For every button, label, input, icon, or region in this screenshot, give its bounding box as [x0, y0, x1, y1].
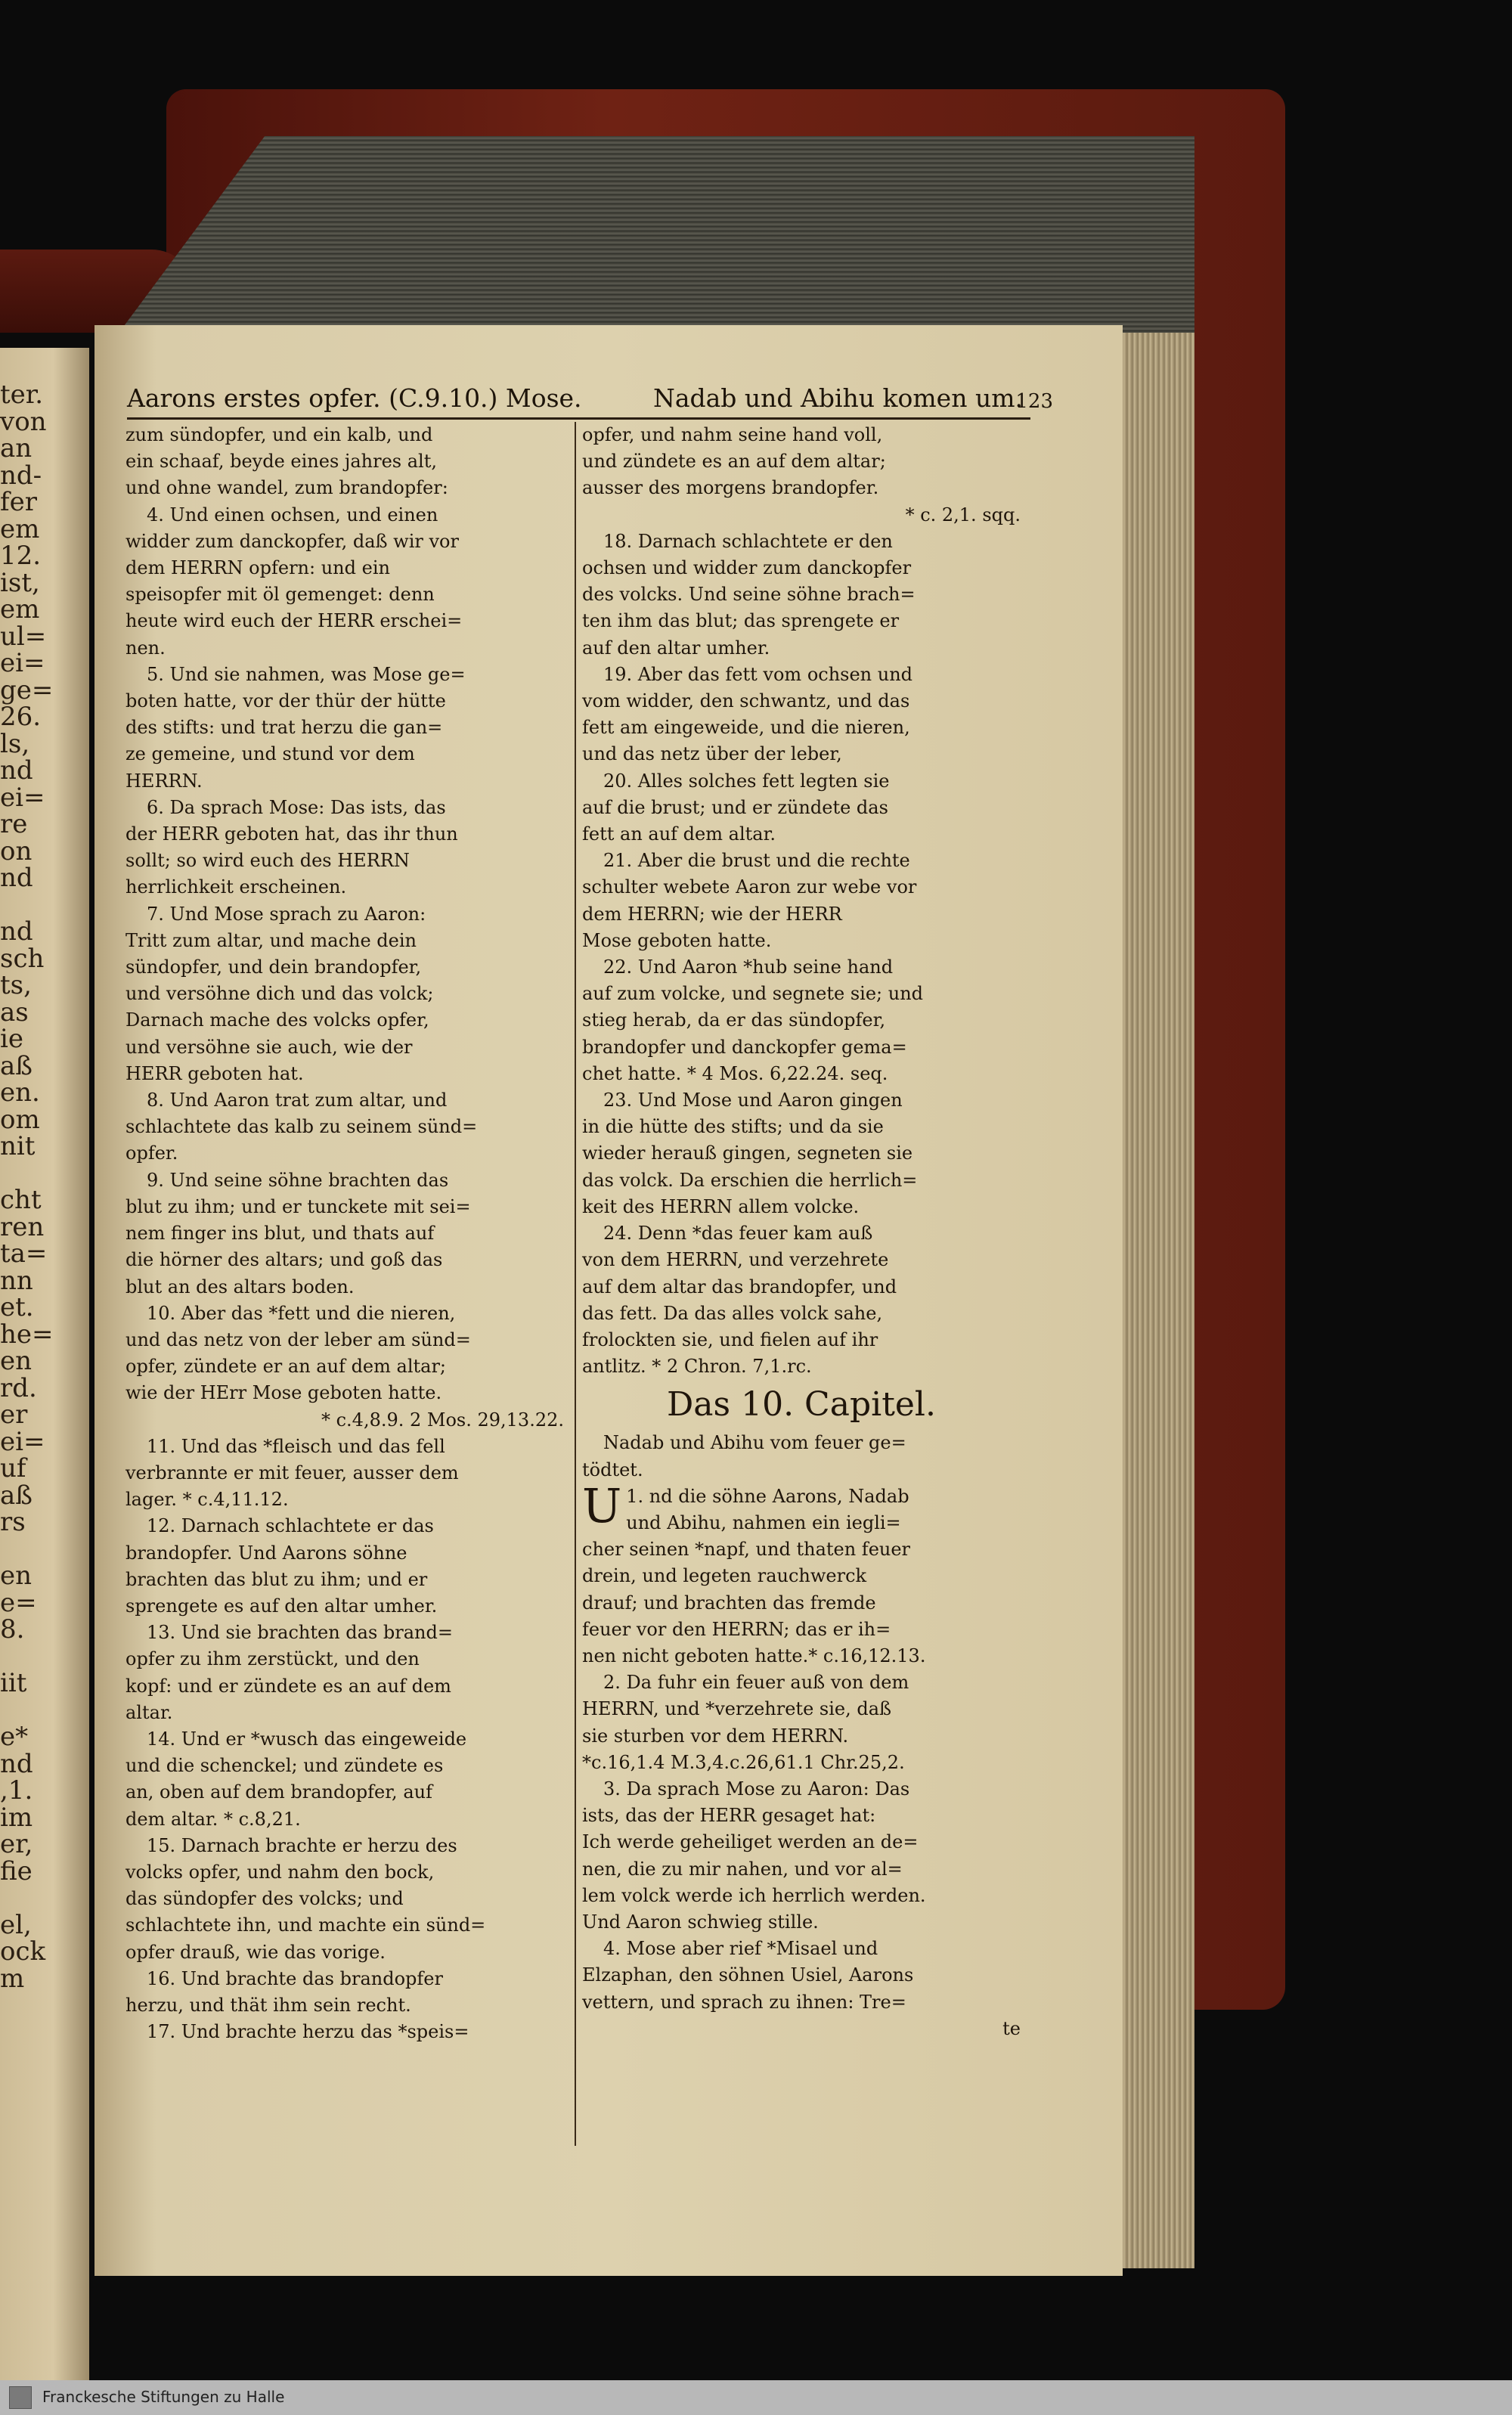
header-right: Nadab und Abihu komen um.	[652, 383, 1023, 413]
text-line: 6. Da sprach Mose: Das ists, das	[147, 796, 446, 818]
text-line: brandopfer. Und Aarons söhne	[125, 1542, 407, 1564]
prev-line-fragment	[0, 1697, 89, 1725]
prev-line-fragment: aß	[0, 1050, 33, 1081]
prev-line-fragment: el,	[0, 1909, 32, 1940]
text-line: Darnach mache des volcks opfer,	[125, 1009, 429, 1031]
prev-line-fragment: as	[0, 997, 29, 1028]
prev-line-fragment: on	[0, 835, 33, 866]
text-line: heute wird euch der HERR erschei=	[125, 610, 463, 632]
text-line: opfer, und nahm seine hand voll,	[582, 424, 883, 445]
footer-bar	[0, 2380, 1512, 2415]
prev-line-fragment: 8.	[0, 1614, 25, 1645]
text-line: stieg herab, da er das sündopfer,	[582, 1009, 886, 1031]
text-line: ein schaaf, beyde eines jahres alt,	[125, 451, 437, 473]
text-line: ausser des morgens brandopfer.	[582, 477, 879, 499]
text-line: auf den altar umher.	[582, 637, 770, 659]
text-line: sollt; so wird euch des HERRN	[125, 850, 410, 872]
prev-line-fragment: cht	[0, 1185, 42, 1215]
text-line: fett am eingeweide, und die nieren,	[582, 717, 910, 739]
text-line: Und Aaron schwieg stille.	[582, 1911, 819, 1933]
text-line: 3. Da sprach Mose zu Aaron: Das	[603, 1778, 910, 1800]
text-line: verbrannte er mit feuer, ausser dem	[125, 1462, 459, 1483]
prev-line-fragment: ta=	[0, 1239, 48, 1269]
prev-line-fragment: ul=	[0, 621, 47, 652]
text-line: 7. Und Mose sprach zu Aaron:	[147, 903, 426, 925]
prev-line-fragment: sch	[0, 943, 45, 974]
text-line: lager. * c.4,11.12.	[125, 1489, 289, 1511]
text-line: blut zu ihm; und er tunckete mit sei=	[125, 1195, 471, 1217]
text-line: auf dem altar das brandopfer, und	[582, 1276, 897, 1297]
text-line: Elzaphan, den söhnen Usiel, Aarons	[582, 1964, 914, 1986]
text-line: sie sturben vor dem HERRN.	[582, 1725, 849, 1747]
prev-line-fragment: ter.	[0, 380, 44, 410]
text-line: lem volck werde ich herrlich werden.	[582, 1884, 926, 1906]
prev-line-fragment: he=	[0, 1319, 54, 1350]
text-line: boten hatte, vor der thür der hütte	[125, 690, 446, 712]
prev-line-fragment: nd	[0, 1748, 33, 1779]
text-line: te	[1002, 2017, 1021, 2039]
text-line: speisopfer mit öl gemenget: denn	[125, 584, 435, 606]
text-line: an, oben auf dem brandopfer, auf	[125, 1781, 432, 1803]
text-line: opfer, zündete er an auf dem altar;	[125, 1356, 447, 1378]
prev-line-fragment: et.	[0, 1292, 34, 1322]
text-line: 9. Und seine söhne brachten das	[147, 1169, 449, 1191]
prev-line-fragment	[0, 1885, 89, 1912]
text-line: 5. Und sie nahmen, was Mose ge=	[147, 663, 466, 685]
prev-line-fragment: en	[0, 1561, 33, 1591]
prev-line-fragment: om	[0, 1104, 40, 1135]
text-line: schlachtete ihn, und machte ein sünd=	[125, 1914, 486, 1936]
text-line: HERRN, und *verzehrete sie, daß	[582, 1698, 892, 1720]
text-line: Tritt zum altar, und mache dein	[125, 929, 417, 951]
text-line: Mose geboten hatte.	[582, 929, 772, 951]
text-line: auf zum volcke, und segnete sie; und	[582, 983, 924, 1005]
text-line: 23. Und Mose und Aaron gingen	[603, 1090, 903, 1111]
prev-line-fragment: rs	[0, 1507, 26, 1537]
text-line: ze gemeine, und stund vor dem	[125, 743, 415, 765]
prev-line-fragment: im	[0, 1802, 33, 1833]
prev-line-fragment: nd-	[0, 460, 42, 491]
prev-line-fragment: uf	[0, 1453, 26, 1483]
prev-line-fragment: ei=	[0, 648, 45, 678]
prev-line-fragment: 26.	[0, 702, 42, 732]
text-line: antlitz. * 2 Chron. 7,1.rc.	[582, 1356, 812, 1378]
text-line: 19. Aber das fett vom ochsen und	[603, 663, 913, 685]
prev-line-fragment: fie	[0, 1855, 33, 1886]
prev-line-fragment: ie	[0, 1024, 23, 1054]
text-line: dem altar. * c.8,21.	[125, 1808, 301, 1830]
text-line: volcks opfer, und nahm den bock,	[125, 1861, 435, 1883]
prev-line-fragment: ls,	[0, 728, 30, 759]
chapter-summary	[582, 1430, 1021, 1483]
text-line: Nadab und Abihu vom feuer ge=	[603, 1432, 906, 1454]
text-line: brandopfer und danckopfer gema=	[582, 1036, 907, 1058]
text-line: opfer.	[125, 1142, 178, 1164]
text-line: drauf; und brachten das fremde	[582, 1592, 876, 1614]
prev-line-fragment: re	[0, 809, 28, 839]
text-line: *c.16,1.4 M.3,4.c.26,61.1 Chr.25,2.	[582, 1751, 905, 1773]
prev-line-fragment: en.	[0, 1077, 40, 1108]
prev-line-fragment: fer	[0, 487, 37, 517]
prev-line-fragment: nd	[0, 755, 33, 786]
text-line: 8. Und Aaron trat zum altar, und	[147, 1090, 448, 1111]
prev-line-fragment: ,1.	[0, 1775, 33, 1806]
text-line: fett an auf dem altar.	[582, 823, 776, 845]
text-line: und zündete es an auf dem altar;	[582, 451, 886, 473]
page-side-edges	[1119, 333, 1194, 2268]
text-line: HERRN.	[125, 770, 203, 792]
text-line: in die hütte des stifts; und da sie	[582, 1116, 884, 1138]
prev-line-fragment: nn	[0, 1265, 33, 1296]
text-line: HERR geboten hat.	[125, 1062, 304, 1084]
text-line: widder zum danckopfer, daß wir vor	[125, 530, 459, 552]
running-header	[127, 378, 1053, 420]
prev-line-fragment: e*	[0, 1722, 29, 1752]
text-line: 15. Darnach brachte er herzu des	[147, 1834, 457, 1856]
text-line: tödtet.	[582, 1459, 643, 1480]
verse-1-line: 1. nd die söhne Aarons, Nadab	[626, 1485, 909, 1507]
text-line: kopf: und er zündete es an auf dem	[125, 1675, 451, 1697]
text-line: 18. Darnach schlachtete er den	[603, 530, 893, 552]
text-line: und versöhne sie auch, wie der	[125, 1036, 413, 1058]
text-line: 4. Und einen ochsen, und einen	[147, 504, 438, 525]
prev-line-fragment: ist,	[0, 567, 40, 598]
left-text-column	[125, 422, 564, 2045]
prev-line-fragment: nd	[0, 863, 33, 893]
prev-line-fragment: aß	[0, 1480, 33, 1511]
text-line: blut an des altars boden.	[125, 1276, 355, 1297]
text-line: vom widder, den schwantz, und das	[582, 690, 910, 712]
text-line: * c.4,8.9. 2 Mos. 29,13.22.	[321, 1409, 564, 1431]
text-line: 20. Alles solches fett legten sie	[603, 770, 890, 792]
verse-1-opening	[582, 1477, 1021, 1536]
prev-line-fragment: von	[0, 406, 47, 437]
text-line: 17. Und brachte herzu das *speis=	[147, 2021, 469, 2043]
text-line: 2. Da fuhr ein feuer auß von dem	[603, 1672, 909, 1694]
text-line: vettern, und sprach zu ihnen: Tre=	[582, 1991, 906, 2013]
text-line: dem HERRN; wie der HERR	[582, 903, 842, 925]
previous-page-text	[0, 348, 89, 1992]
text-line: ten ihm das blut; das sprengete er	[582, 610, 900, 632]
text-line: 4. Mose aber rief *Misael und	[603, 1938, 878, 1960]
text-line: die hörner des altars; und goß das	[125, 1249, 443, 1271]
prev-line-fragment	[0, 1644, 89, 1671]
prev-line-fragment: ei=	[0, 1426, 45, 1457]
text-line: schlachtete das kalb zu seinem sünd=	[125, 1116, 478, 1138]
text-line: und die schenckel; und zündete es	[125, 1755, 444, 1777]
text-line: ochsen und widder zum danckopfer	[582, 557, 912, 579]
text-line: dem HERRN opfern: und ein	[125, 557, 390, 579]
prev-line-fragment: em	[0, 594, 40, 625]
prev-line-fragment: ock	[0, 1936, 46, 1967]
text-line: opfer zu ihm zerstückt, und den	[125, 1648, 420, 1670]
text-line: altar.	[125, 1701, 173, 1723]
text-line: zum sündopfer, und ein kalb, und	[125, 424, 433, 445]
prev-line-fragment: an	[0, 433, 33, 463]
text-line: ists, das der HERR gesaget hat:	[582, 1805, 876, 1827]
previous-page-fragment	[0, 348, 89, 2389]
text-line: auf die brust; und er zündete das	[582, 796, 888, 818]
prev-line-fragment: en	[0, 1346, 33, 1376]
prev-line-fragment: ei=	[0, 782, 45, 813]
text-line: Ich werde geheiliget werden an de=	[582, 1831, 919, 1853]
text-line: nem finger ins blut, und thats auf	[125, 1223, 435, 1245]
text-line: sprengete es auf den altar umher.	[125, 1595, 438, 1617]
header-left: Aarons erstes opfer. (C.9.10.) Mose.	[127, 383, 582, 413]
right-text-column	[582, 422, 1021, 2042]
prev-line-fragment	[0, 1161, 89, 1188]
prev-line-fragment: nit	[0, 1131, 36, 1161]
prev-line-fragment: e=	[0, 1587, 37, 1618]
text-line: das volck. Da erschien die herrlich=	[582, 1169, 918, 1191]
prev-line-fragment: ren	[0, 1211, 45, 1242]
text-line: schulter webete Aaron zur webe vor	[582, 876, 917, 898]
text-line: feuer vor den HERRN; das er ih=	[582, 1618, 891, 1640]
text-line: 22. Und Aaron *hub seine hand	[603, 956, 894, 978]
text-line: cher seinen *napf, und thaten feuer	[582, 1539, 911, 1561]
prev-line-fragment: er	[0, 1400, 28, 1430]
footer-credit: Franckesche Stiftungen zu Halle	[42, 2388, 285, 2406]
prev-line-fragment	[0, 892, 89, 919]
text-line: * c. 2,1. sqq.	[905, 504, 1021, 525]
text-line: herzu, und thät ihm sein recht.	[125, 1994, 411, 2016]
text-line: wieder herauß gingen, segneten sie	[582, 1142, 913, 1164]
prev-line-fragment	[0, 1536, 89, 1564]
verse-1-line: und Abihu, nahmen ein iegli=	[626, 1511, 901, 1533]
drop-cap: U	[582, 1477, 622, 1533]
institution-logo-icon	[9, 2386, 32, 2409]
text-line: des stifts: und trat herzu die gan=	[125, 717, 443, 739]
text-line: das fett. Da das alles volck sahe,	[582, 1302, 883, 1324]
text-line: nen.	[125, 637, 166, 659]
text-line: 11. Und das *fleisch und das fell	[147, 1435, 445, 1457]
text-line: brachten das blut zu ihm; und er	[125, 1568, 428, 1590]
text-line: und versöhne dich und das volck;	[125, 983, 434, 1005]
text-line: 21. Aber die brust und die rechte	[603, 850, 910, 872]
text-line: keit des HERRN allem volcke.	[582, 1195, 860, 1217]
text-line: nen, die zu mir nahen, und vor al=	[582, 1858, 903, 1880]
column-divider	[575, 422, 576, 2146]
text-line: chet hatte. * 4 Mos. 6,22.24. seq.	[582, 1062, 888, 1084]
prev-line-fragment: er,	[0, 1829, 33, 1859]
text-line: drein, und legeten rauchwerck	[582, 1565, 867, 1587]
right-column-verses-ch9	[582, 422, 1021, 1380]
prev-line-fragment: rd.	[0, 1372, 37, 1403]
prev-line-fragment: m	[0, 1963, 25, 1994]
text-line: 10. Aber das *fett und die nieren,	[147, 1302, 456, 1324]
text-line: nen nicht geboten hatte.* c.16,12.13.	[582, 1645, 926, 1666]
text-line: 12. Darnach schlachtete er das	[147, 1515, 434, 1537]
prev-line-fragment: em	[0, 513, 40, 544]
text-line: 13. Und sie brachten das brand=	[147, 1622, 453, 1644]
text-line: von dem HERRN, und verzehrete	[582, 1249, 889, 1271]
text-line: wie der HErr Mose geboten hatte.	[125, 1382, 442, 1404]
text-line: 16. Und brachte das brandopfer	[147, 1967, 443, 1989]
text-line: sündopfer, und dein brandopfer,	[125, 956, 422, 978]
text-line: und ohne wandel, zum brandopfer:	[125, 477, 448, 499]
prev-line-fragment: iit	[0, 1668, 27, 1698]
page-number: 123	[1015, 390, 1053, 413]
text-line: 24. Denn *das feuer kam auß	[603, 1223, 873, 1245]
text-line: 14. Und er *wusch das eingeweide	[147, 1728, 467, 1750]
text-line: frolockten sie, und fielen auf ihr	[582, 1328, 878, 1350]
text-line: das sündopfer des volcks; und	[125, 1888, 404, 1910]
prev-line-fragment: ts,	[0, 970, 32, 1000]
text-line: opfer drauß, wie das vorige.	[125, 1941, 386, 1963]
page-top-edges	[113, 136, 1194, 340]
right-column-verses-ch10	[582, 1536, 1021, 2042]
text-line: der HERR geboten hat, das ihr thun	[125, 823, 458, 845]
prev-line-fragment: ge=	[0, 674, 54, 705]
prev-line-fragment: 12.	[0, 541, 42, 571]
text-line: des volcks. Und seine söhne brach=	[582, 584, 916, 606]
text-line: herrlichkeit erscheinen.	[125, 876, 347, 898]
prev-line-fragment: nd	[0, 916, 33, 947]
text-line: und das netz von der leber am sünd=	[125, 1328, 471, 1350]
chapter-heading: Das 10. Capitel.	[667, 1385, 936, 1425]
text-line: und das netz über der leber,	[582, 743, 842, 765]
